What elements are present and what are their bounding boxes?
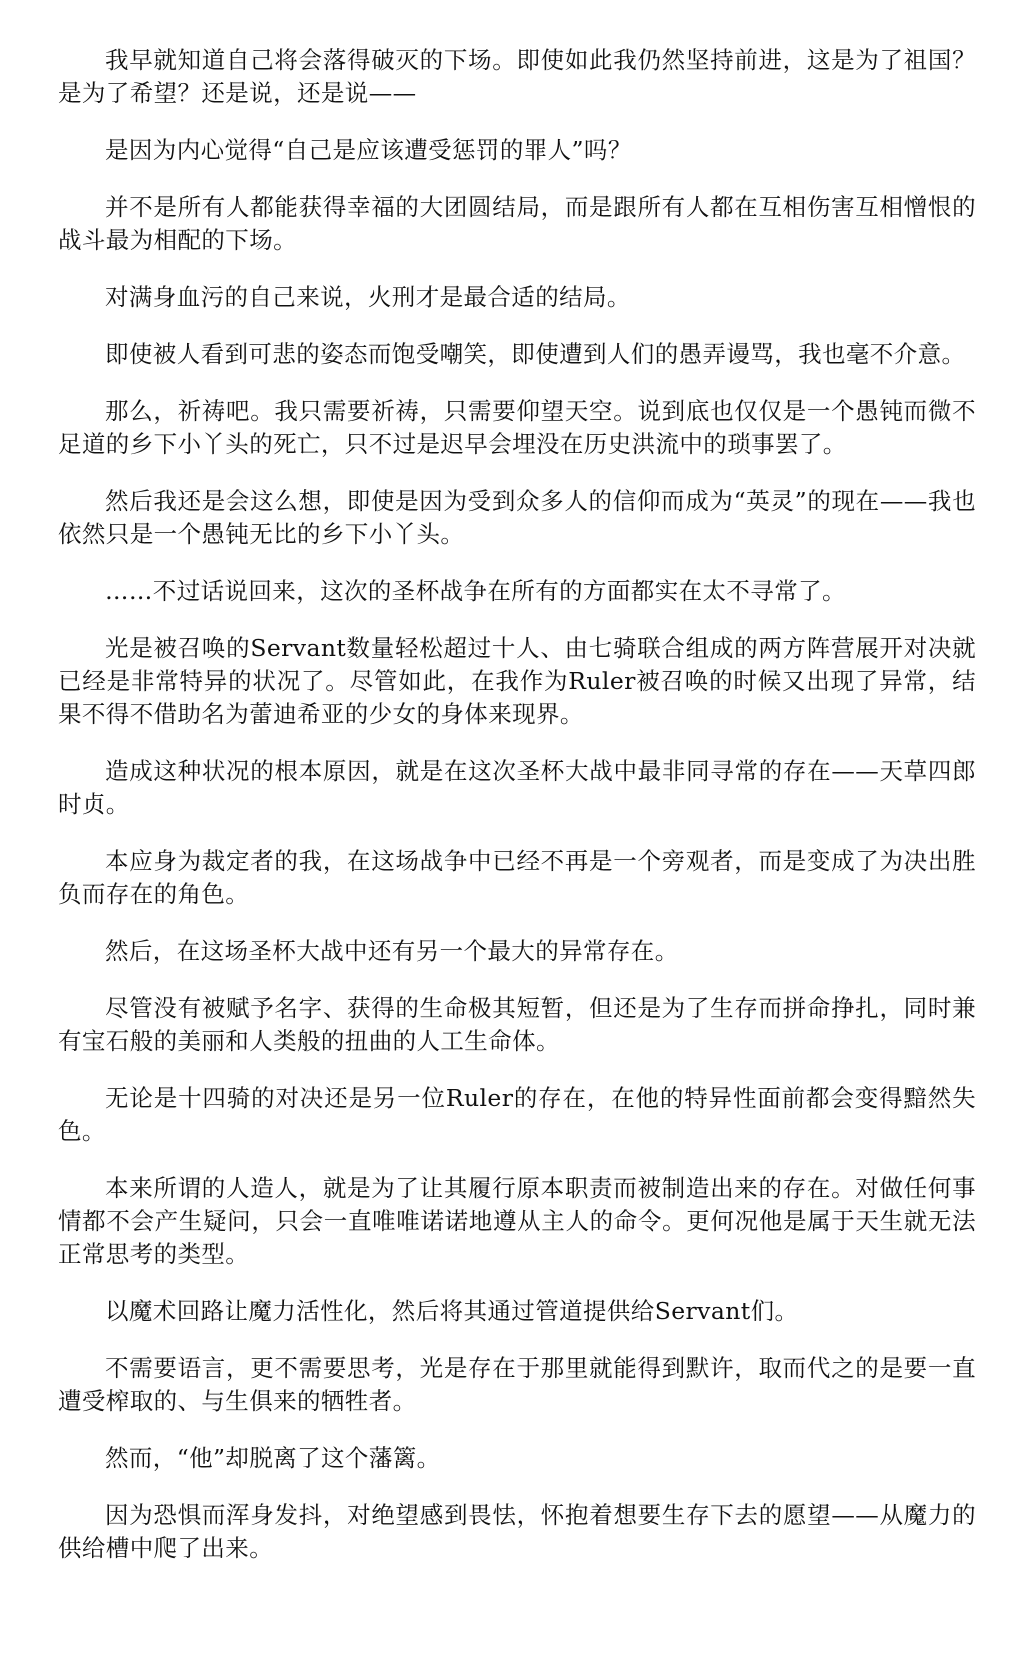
paragraph-11: 本应身为裁定者的我，在这场战争中已经不再是一个旁观者，而是变成了为决出胜负而存在的角色。 xyxy=(58,847,976,908)
paragraph-9: 光是被召唤的Servant数量轻松超过十人、由七骑联合组成的两方阵营展开对决就已经是非常特异的状况了。尽管如此，在我作为Ruler被召唤的时候又出现了异常，结果不得不借助名为蕾迪希亚的少女的身体来现界。 xyxy=(58,634,976,728)
paragraph-15: 本来所谓的人造人，就是为了让其履行原本职责而被制造出来的存在。对做任何事情都不会产生疑问，只会一直唯唯诺诺地遵从主人的命令。更何况他是属于天生就无法正常思考的类型。 xyxy=(58,1174,976,1268)
paragraph-3: 并不是所有人都能获得幸福的大团圆结局，而是跟所有人都在互相伤害互相憎恨的战斗最为相配的下场。 xyxy=(58,193,976,254)
paragraph-10: 造成这种状况的根本原因，就是在这次圣杯大战中最非同寻常的存在——天草四郎时贞。 xyxy=(58,757,976,818)
paragraph-12: 然后，在这场圣杯大战中还有另一个最大的异常存在。 xyxy=(105,937,679,965)
paragraph-14: 无论是十四骑的对决还是另一位Ruler的存在，在他的特异性面前都会变得黯然失色。 xyxy=(58,1084,976,1145)
paragraph-2: 是因为内心觉得“自己是应该遭受惩罚的罪人”吗？ xyxy=(105,136,632,164)
paragraph-17: 不需要语言，更不需要思考，光是存在于那里就能得到默许，取而代之的是要一直遭受榨取的、与生俱来的牺牲者。 xyxy=(58,1354,976,1415)
document-body xyxy=(58,44,976,1589)
paragraph-18: 然而，“他”却脱离了这个藩篱。 xyxy=(105,1444,441,1472)
paragraph-8: ……不过话说回来，这次的圣杯战争在所有的方面都实在太不寻常了。 xyxy=(105,577,846,605)
paragraph-5: 即使被人看到可悲的姿态而饱受嘲笑，即使遭到人们的愚弄谩骂，我也毫不介意。 xyxy=(105,340,966,368)
paragraph-1: 我早就知道自己将会落得破灭的下场。即使如此我仍然坚持前进，这是为了祖国？是为了希望？还是说，还是说—— xyxy=(58,46,976,107)
paragraph-16: 以魔术回路让魔力活性化，然后将其通过管道提供给Servant们。 xyxy=(105,1297,799,1325)
paragraph-13: 尽管没有被赋予名字、获得的生命极其短暂，但还是为了生存而拼命挣扎，同时兼有宝石般的美丽和人类般的扭曲的人工生命体。 xyxy=(58,994,976,1055)
paragraph-4: 对满身血污的自己来说，火刑才是最合适的结局。 xyxy=(105,283,631,311)
paragraph-19: 因为恐惧而浑身发抖，对绝望感到畏怯，怀抱着想要生存下去的愿望——从魔力的供给槽中爬了出来。 xyxy=(58,1501,976,1562)
paragraph-6: 那么，祈祷吧。我只需要祈祷，只需要仰望天空。说到底也仅仅是一个愚钝而微不足道的乡下小丫头的死亡，只不过是迟早会埋没在历史洪流中的琐事罢了。 xyxy=(58,397,976,458)
paragraph-7: 然后我还是会这么想，即使是因为受到众多人的信仰而成为“英灵”的现在——我也依然只是一个愚钝无比的乡下小丫头。 xyxy=(58,487,976,548)
